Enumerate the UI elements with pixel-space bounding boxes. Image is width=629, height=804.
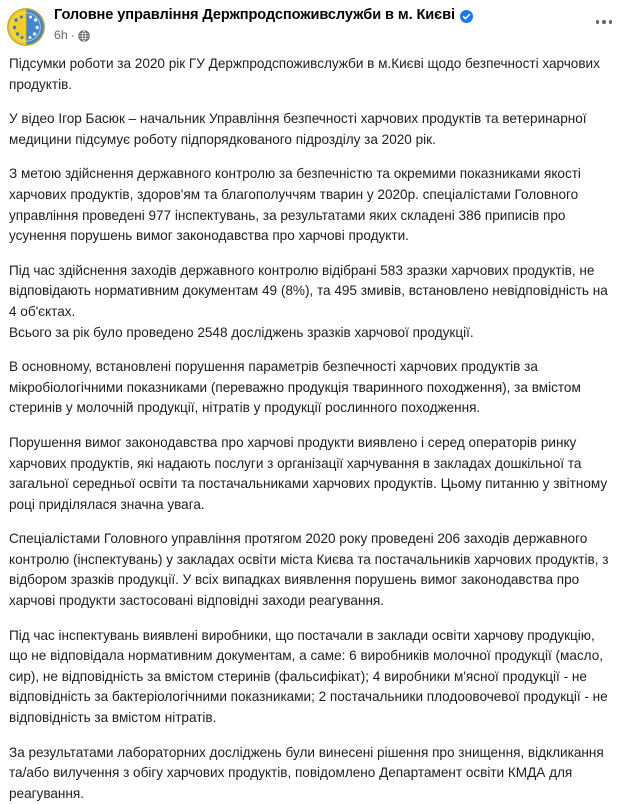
post-paragraph: За результатами лабораторних досліджень були винесені рішення про знищення, відкликання та/або вилучення з обігу харчових продуктів, повідомлено Департамент освіти КМДА для реагування. (9, 744, 604, 801)
page-name[interactable]: Головне управління Держпродспоживслужби в м. Києві (54, 7, 455, 23)
post-paragraph: У відео Ігор Басюк – начальник Управління безпечності харчових продуктів та ветеринарної медицини підсумує роботу підпорядкованого підрозділу за 2020 рік. (9, 111, 587, 147)
meta-separator: · (70, 28, 75, 42)
header-text (54, 7, 473, 42)
post-paragraph: Спеціалістами Головного управління протягом 2020 року проведені 206 заходів державного контролю (інспектувань) у закладах освіти міста Києва та постачальників харчових продуктів, з відбором зразків продукції. У всіх випадках виявлення порушень вимог законодавства про харчові продукти застосовані відповідні заходи реагування. (9, 531, 609, 609)
post-paragraph: З метою здійснення державного контролю за безпечністю та окремими показниками якості харчових продуктів, здоров'ям та благополуччям тварин у 2020р. спеціалістами Головного управління проведені 977 інспектувань, за результатами яких складені 386 приписів про усунення порушень вимог законодавства про харчові продукти. (9, 166, 581, 244)
verified-badge-icon (460, 10, 473, 23)
post-body (0, 48, 629, 804)
ellipsis-dot (602, 20, 606, 24)
post-header (0, 0, 629, 48)
ellipsis-dot (596, 20, 600, 24)
page-name-row (54, 7, 473, 24)
post-paragraph: Підсумки роботи за 2020 рік ГУ Держпродспоживслужби в м.Києві щодо безпечності харчових продуктів. (9, 56, 600, 92)
post-paragraph: Під час здійснення заходів державного контролю відібрані 583 зразки харчових продуктів, не відповідають нормативним документам 49 (8%), та 495 змивів, встановлено невідповідність на 4 об'єктах. Всього за рік було проведено 2548 досліджень зразків харчової продукції. (9, 262, 608, 340)
post-timestamp[interactable]: 6h (54, 28, 68, 42)
post-meta (54, 28, 473, 42)
globe-icon[interactable] (78, 30, 90, 42)
post-options-menu-button[interactable] (591, 14, 617, 30)
ellipsis-dot (609, 20, 613, 24)
post-paragraph: В основному, встановлені порушення параметрів безпечності харчових продуктів за мікробіологічними показниками (переважно продукція тваринного походження), за вмістом стеринів у молочній продукції, нітратів у продукції рослинного походження. (9, 359, 581, 416)
avatar[interactable] (7, 8, 45, 46)
post-paragraph: Під час інспектувань виявлені виробники, що постачали в заклади освіти харчову продукцію, що не відповідала нормативним документам, а саме: 6 виробників молочної продукції (масло, сир), не відповідність за вмістом стеринів (фальсифікат); 4 виробники м'ясної продукції - не відповідність за бактеріологічними показниками; 2 постачальники плодоовочевої продукції - не відповідність за вмістом нітратів. (9, 627, 608, 726)
post-paragraph: Порушення вимог законодавства про харчові продукти виявлено і серед операторів ринку харчових продуктів, які надають послуги з організації харчування в закладах дошкільної та загальної середньої освіти та постачальниками харчових продуктів. Цьому питанню у звітному році приділялася значна увага. (9, 434, 608, 512)
